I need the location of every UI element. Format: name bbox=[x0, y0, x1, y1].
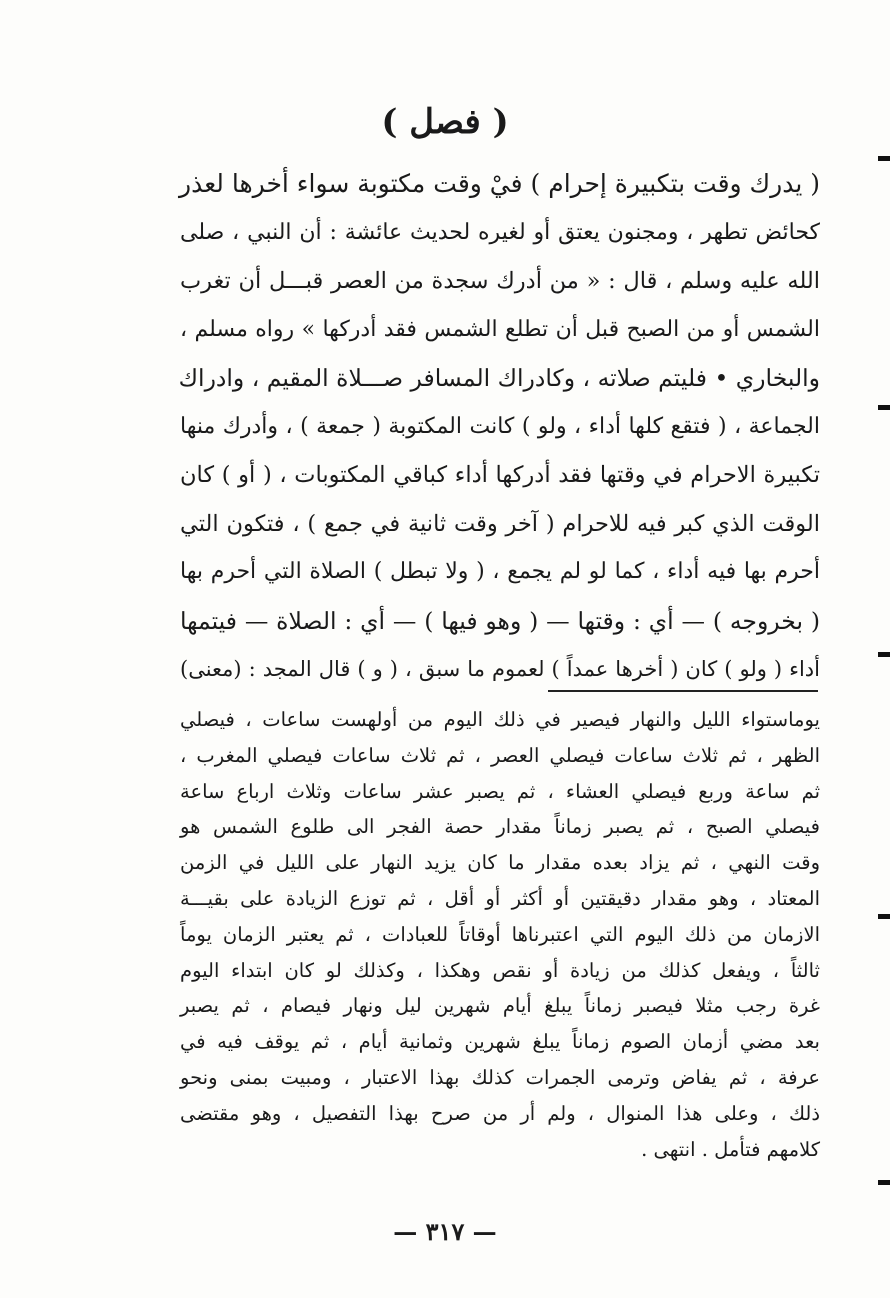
section-heading: ( فصل ) bbox=[381, 102, 509, 142]
footnote-line: فيصلي الصبح ، ثم يصبر زماناً مقدار حصة الفجر الى طلوع الشمس هو bbox=[180, 815, 820, 839]
footnote-line: عرفة ، ثم يفاض وترمى الجمرات كذلك بهذا الاعتبار ، ومبيت بمنى ونحو bbox=[180, 1065, 820, 1089]
footnote-line: الازمان من ذلك اليوم التي اعتبرناها أوقاتاً للعبادات ، ثم يعتبر الزمان يوماً bbox=[180, 922, 820, 946]
footnote-line: ثم ساعة وربع فيصلي العشاء ، ثم يصبر عشر ساعات وثلاث ارباع ساعة bbox=[180, 779, 820, 803]
footnote-line: يوماستواء الليل والنهار فيصير في ذلك اليوم من أولهست ساعات ، فيصلي bbox=[180, 708, 820, 731]
main-text-body bbox=[180, 160, 820, 694]
edge-mark bbox=[878, 1180, 890, 1185]
main-text-line: ( يدرك وقت بتكبيرة إحرام ) فيْ وقت مكتوبة سواء أخرها لعذر bbox=[179, 169, 820, 198]
footnote-line: المعتاد ، وهو مقدار دقيقتين أو أكثر أو أقل ، ثم توزع الزيادة على بقيـــة bbox=[180, 886, 820, 910]
edge-mark bbox=[878, 652, 890, 657]
main-text-line: أحرم بها فيه أداء ، كما لو لم يجمع ، ( ولا تبطل ) الصلاة التي أحرم بها bbox=[180, 559, 820, 584]
edge-mark bbox=[878, 156, 890, 161]
main-text-line: تكبيرة الاحرام في وقتها فقد أدركها أداء كباقي المكتوبات ، ( أو ) كان bbox=[180, 462, 820, 488]
footnote-line: بعد مضي أزمان الصوم زماناً يبلغ شهرين وثمانية أيام ، ثم يوقف فيه في bbox=[180, 1030, 820, 1054]
footnote-line: غرة رجب مثلا فيصبر زماناً يبلغ أيام شهرين ليل ونهار فيصام ، ثم يصبر bbox=[180, 994, 820, 1018]
edge-mark bbox=[878, 914, 890, 919]
main-text-line: كحائض تطهر ، ومجنون يعتق أو لغيره لحديث عائشة : أن النبي ، صلى bbox=[180, 219, 820, 245]
footnote-separator bbox=[548, 690, 818, 692]
footnote-line: ثالثاً ، ويفعل كذلك من زيادة أو نقص وهكذا ، وكذلك لو كان ابتداء اليوم bbox=[180, 958, 820, 982]
main-text-line: أداء ( ولو ) كان ( أخرها عمداً ) لعموم ما سبق ، ( و ) قال المجد : (معنى) bbox=[180, 657, 820, 681]
main-text-line: والبخاري • فليتم صلاته ، وكادراك المسافر صـــلاة المقيم ، وادراك bbox=[178, 364, 820, 392]
footnote-line: ذلك ، وعلى هذا المنوال ، ولم أر من صرح بهذا التفصيل ، وهو مقتضى bbox=[180, 1101, 820, 1125]
edge-mark bbox=[878, 405, 890, 410]
page-number: — ٣١٧ — bbox=[393, 1217, 497, 1246]
footnote-line: الظهر ، ثم ثلاث ساعات فيصلي العصر ، ثم ثلاث ساعات فيصلي المغرب ، bbox=[180, 743, 820, 767]
main-text-line: الله عليه وسلم ، قال : « من أدرك سجدة من العصر قبـــل أن تغرب bbox=[180, 268, 820, 294]
footnote-body bbox=[180, 702, 820, 1167]
main-text-line: الوقت الذي كبر فيه للاحرام ( آخر وقت ثانية في جمع ) ، فتكون التي bbox=[180, 510, 820, 537]
main-text-line: الشمس أو من الصبح قبل أن تطلع الشمس فقد أدركها » رواه مسلم ، bbox=[180, 316, 820, 342]
main-text-line: الجماعة ، ( فتقع كلها أداء ، ولو ) كانت المكتوبة ( جمعة ) ، وأدرك منها bbox=[180, 413, 820, 439]
main-text-line: ( بخروجه ) — أي : وقتها — ( وهو فيها ) — أي : الصلاة — فيتمها bbox=[180, 606, 820, 635]
footnote-line: وقت النهي ، ثم يزاد بعده مقدار ما كان يزيد النهار على الليل في الزمن bbox=[180, 851, 820, 875]
footnote-line: كلامهم فتأمل . انتهى . bbox=[641, 1137, 820, 1161]
